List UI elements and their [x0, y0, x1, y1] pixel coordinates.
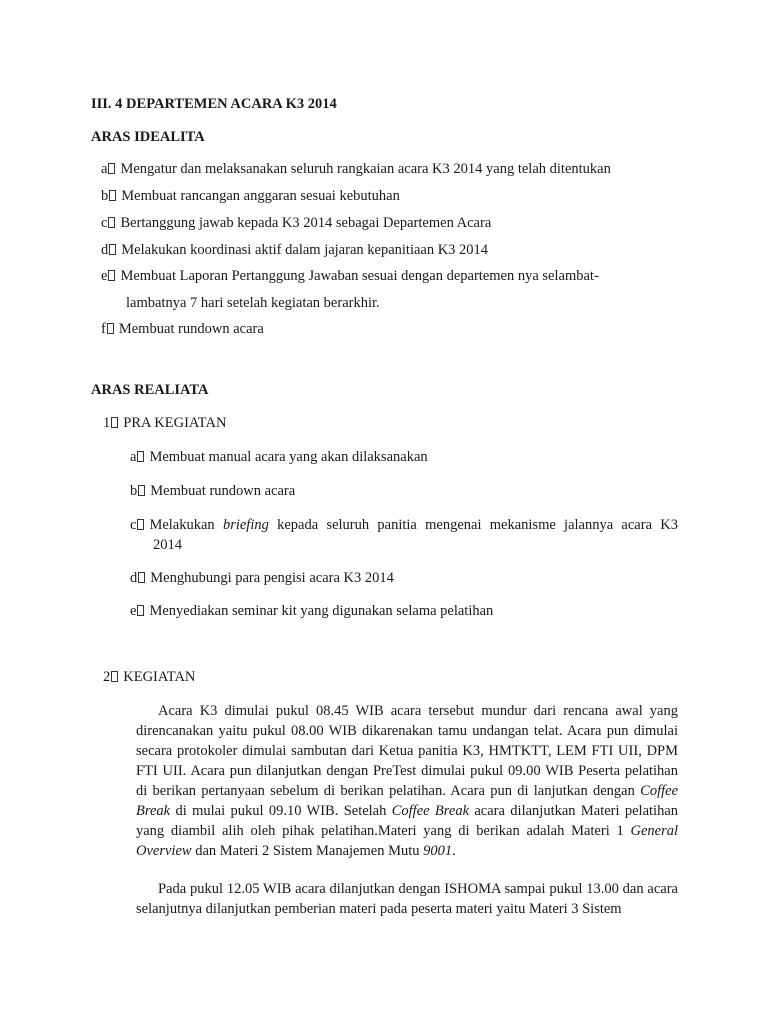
list-item-text: Membuat Laporan Pertanggung Jawaban sesuai dengan departemen nya selambat-	[120, 268, 599, 284]
kegiatan-paragraph-2: Pada pukul 12.05 WIB acara dilanjutkan dengan ISHOMA sampai pukul 13.00 dan acara selanjutnya dilanjutkan pemberian materi pada peserta materi yaitu Materi 3 Sistem	[136, 881, 678, 917]
list-marker: a	[101, 161, 108, 177]
bullet-box-icon	[108, 270, 115, 281]
list-item	[101, 186, 400, 206]
section-label: KEGIATAN	[123, 669, 196, 685]
list-marker: c	[130, 517, 137, 533]
paragraph-text: acara dilanjutkan Materi pelatihan yang diambil alih oleh pihak pelatihan.Materi yang di berikan adalah Materi 1	[136, 803, 679, 839]
list-item-continuation: lambatnya 7 hari setelah kegiatan berarkhir.	[126, 295, 380, 311]
idealita-heading: ARAS IDEALITA	[91, 129, 205, 145]
list-marker: e	[130, 603, 137, 619]
paragraph-italic: Coffee Break	[391, 803, 470, 819]
list-marker: c	[101, 215, 108, 231]
bullet-box-icon	[137, 605, 144, 616]
bullet-box-icon	[137, 519, 144, 530]
list-item-continuation: 2014	[153, 537, 182, 553]
paragraph-italic: Coffee Break	[136, 783, 679, 819]
list-marker: d	[130, 570, 138, 586]
list-marker: b	[130, 483, 138, 499]
list-item-text: Menyediakan seminar kit yang digunakan selama pelatihan	[149, 603, 494, 619]
bullet-box-icon	[109, 190, 116, 201]
list-item-text: Membuat rundown acara	[118, 321, 264, 337]
bullet-box-icon	[137, 451, 144, 462]
paragraph-italic: 9001	[423, 843, 453, 859]
realiata-heading: ARAS REALIATA	[91, 382, 209, 398]
list-item	[101, 159, 611, 179]
paragraph-text: dan Materi 2 Sistem Manajemen Mutu	[195, 843, 420, 859]
bullet-box-icon	[111, 671, 118, 682]
bullet-box-icon	[111, 417, 118, 428]
list-item	[101, 266, 599, 286]
list-item	[101, 213, 491, 233]
list-item	[130, 601, 493, 621]
list-item-text: Membuat manual acara yang akan dilaksanakan	[149, 449, 428, 465]
bullet-box-icon	[138, 485, 145, 496]
list-marker: b	[101, 188, 109, 204]
list-item-text: Melakukan	[149, 517, 215, 533]
bullet-box-icon	[138, 572, 145, 583]
bullet-box-icon	[107, 323, 114, 334]
list-item-text: Menghubungi para pengisi acara K3 2014	[150, 570, 394, 586]
bullet-box-icon	[109, 244, 116, 255]
list-marker: f	[101, 321, 106, 337]
paragraph-italic: General Overview	[136, 823, 678, 859]
list-item	[101, 319, 264, 339]
list-item	[101, 240, 488, 260]
kegiatan-label	[103, 667, 195, 687]
paragraph-text: .	[452, 843, 456, 859]
list-item-text: Bertanggung jawab kepada K3 2014 sebagai Departemen Acara	[120, 215, 492, 231]
list-item	[130, 481, 295, 501]
list-item-text: Melakukan koordinasi aktif dalam jajaran kepanitiaan K3 2014	[121, 242, 489, 258]
list-item-italic: briefing	[222, 517, 269, 533]
list-item-text: Membuat rancangan anggaran sesuai kebutuhan	[121, 188, 400, 204]
list-marker: 1	[103, 415, 111, 431]
section-title: III. 4 DEPARTEMEN ACARA K3 2014	[91, 96, 337, 112]
list-item-text: kepada seluruh panitia mengenai mekanisme jalannya acara K3	[277, 517, 678, 533]
bullet-box-icon	[108, 217, 115, 228]
list-item	[130, 515, 678, 535]
pra-kegiatan-label	[103, 413, 226, 433]
list-item-text: Mengatur dan melaksanakan seluruh rangkaian acara K3 2014 yang telah ditentukan	[120, 161, 611, 177]
list-marker: a	[130, 449, 137, 465]
list-marker: e	[101, 268, 108, 284]
kegiatan-paragraph-1	[136, 701, 678, 861]
list-marker: d	[101, 242, 109, 258]
list-item-text: Membuat rundown acara	[150, 483, 296, 499]
bullet-box-icon	[108, 163, 115, 174]
paragraph-text: Acara K3 dimulai pukul 08.45 WIB acara tersebut mundur dari rencana awal yang direncanakan yaitu pukul 08.00 WIB dikarenakan tamu undangan telat. Acara pun dimulai secara protokoler dimulai sambutan dari Ketua panitia K3, HMTKTT, LEM FTI UII, DPM FTI UII. Acara pun dilanjutkan dengan PreTest dimulai pukul 09.00 WIB Peserta pelatihan di berikan pertanyaan sebelum di berikan pelatihan. Acara pun di lanjutkan dengan	[136, 703, 678, 799]
section-label: PRA KEGIATAN	[123, 415, 227, 431]
paragraph-text: di mulai pukul 09.10 WIB. Setelah	[175, 803, 387, 819]
list-item	[130, 568, 394, 588]
list-item	[130, 447, 428, 467]
list-marker: 2	[103, 669, 111, 685]
